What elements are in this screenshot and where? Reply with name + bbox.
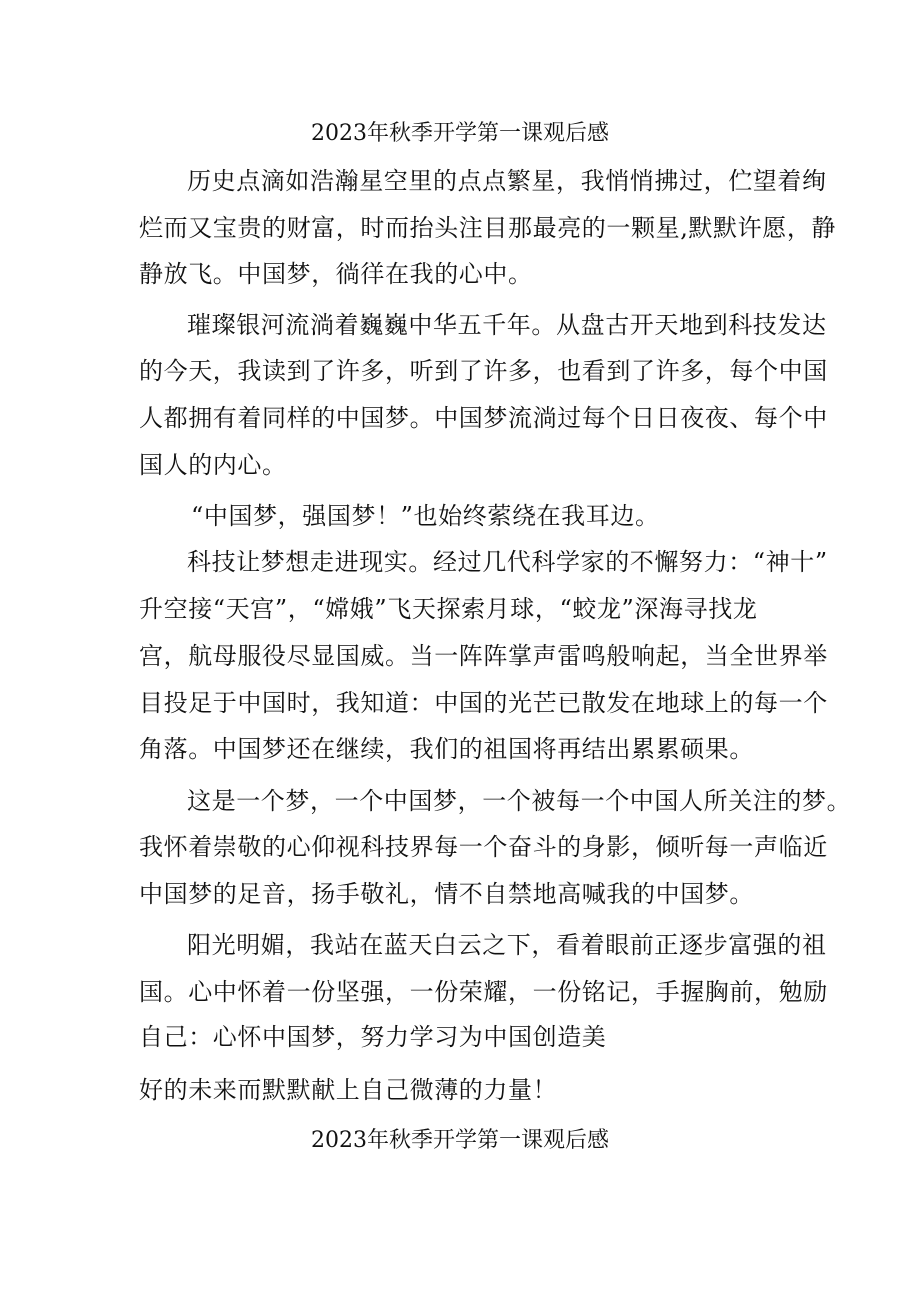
paragraph-line: 人都拥有着同样的中国梦。中国梦流淌过每个日日夜夜、每个中 — [139, 404, 828, 432]
paragraph-line: 科技让梦想走进现实。经过几代科学家的不懈努力：“神十” — [187, 548, 828, 576]
paragraph-line: 璀璨银河流淌着巍巍中华五千年。从盘古开天地到科技发达 — [187, 311, 827, 339]
paragraph-line: 的今天，我读到了许多，听到了许多，也看到了许多，每个中国 — [139, 357, 828, 385]
paragraph-line: 宫，航母服役尽显国威。当一阵阵掌声雷鸣般响起，当全世界举 — [139, 642, 828, 670]
paragraph-line: 烂而又宝贵的财富，时而抬头注目那最亮的一颗星,默默许愿，静 — [139, 214, 837, 242]
paragraph-line: 国。心中怀着一份坚强，一份荣耀，一份铭记，手握胸前，勉励 — [139, 978, 828, 1006]
paragraph-line: 自己：心怀中国梦，努力学习为中国创造美 — [139, 1023, 607, 1051]
document-title-repeat: 2023年秋季开学第一课观后感 — [311, 1128, 609, 1153]
paragraph-line: 目投足于中国时，我知道：中国的光芒已散发在地球上的每一个 — [139, 689, 828, 717]
paragraph-line: 我怀着崇敬的心仰视科技界每一个奋斗的身影，倾听每一声临近 — [139, 833, 828, 861]
paragraph-line: 角落。中国梦还在继续，我们的祖国将再结出累累硕果。 — [139, 735, 754, 763]
paragraph-line: 这是一个梦，一个中国梦，一个被每一个中国人所关注的梦。 — [187, 787, 852, 815]
paragraph-line: 好的未来而默默献上自己微薄的力量！ — [139, 1076, 558, 1104]
paragraph-line: 历史点滴如浩瀚星空里的点点繁星，我悄悄拂过，伫望着绚 — [187, 167, 827, 195]
paragraph-line: 阳光明媚，我站在蓝天白云之下，看着眼前正逐步富强的祖 — [187, 931, 827, 959]
document-title: 2023年秋季开学第一课观后感 — [311, 121, 609, 146]
paragraph-line: 国人的内心。 — [139, 451, 287, 479]
paragraph-line: 静放飞。中国梦，徜徉在我的心中。 — [139, 260, 533, 288]
paragraph-line: “中国梦，强国梦！”也始终萦绕在我耳边。 — [191, 502, 660, 530]
paragraph-line: 升空接“天宫”，“嫦娥”飞天探索月球，“蛟龙”深海寻找龙 — [139, 595, 758, 623]
paragraph-line: 中国梦的足音，扬手敬礼，情不自禁地高喊我的中国梦。 — [139, 880, 754, 908]
